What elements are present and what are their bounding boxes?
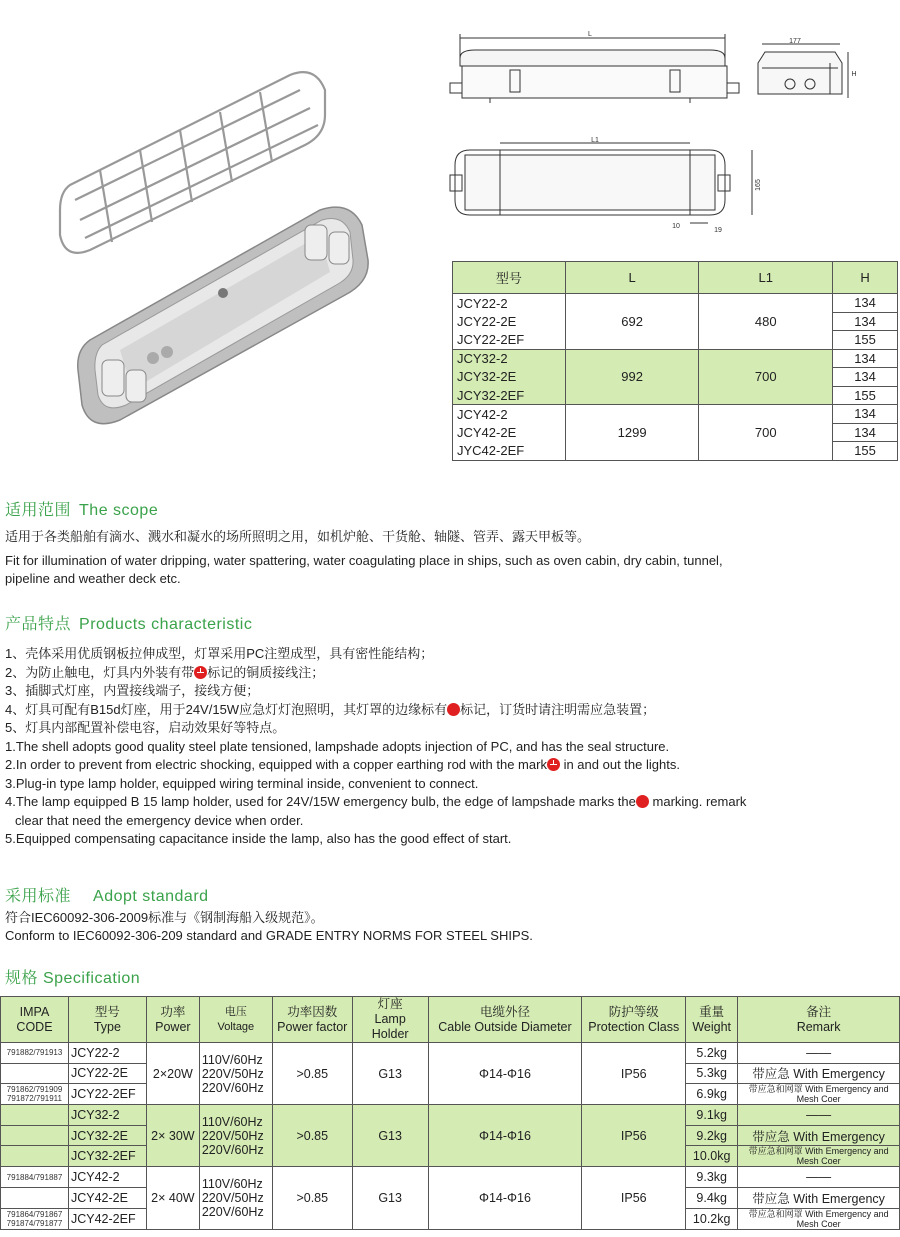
- dim-19-label: 19: [714, 227, 722, 234]
- feature-cn-3: 3、插脚式灯座，内置接线端子，接线方便；: [5, 683, 260, 698]
- spec-model: JCY32-2: [68, 1105, 146, 1126]
- spec-model: JCY42-2: [68, 1167, 146, 1188]
- spec-header-type: 型号 Type: [68, 997, 146, 1043]
- spec-voltage: 110V/60Hz 220V/50Hz 220V/60Hz: [199, 1043, 272, 1105]
- impa-code: [1, 1187, 69, 1208]
- features-title: [5, 611, 252, 634]
- feature-cn-5: 5、灯具内部配置补偿电容，启动效果好等特点。: [5, 720, 286, 735]
- standard-title-cn: 采用标准: [5, 888, 72, 905]
- spec-title: 规格 Specification: [5, 970, 141, 987]
- size-model: JCY22-2E: [453, 312, 566, 331]
- size-header-model: 型号: [453, 262, 566, 294]
- spec-ip: IP56: [582, 1043, 686, 1105]
- feature-en-3: 3.Plug-in type lamp holder, equipped wiring terminal inside, convenient to connect.: [5, 775, 479, 791]
- size-model: JYC42-2EF: [453, 442, 566, 461]
- top-view-drawing: [440, 135, 770, 240]
- feature-cn-2: 2、为防止触电，灯具内外装有带 标记的铜质接线注；: [5, 664, 325, 680]
- spec-ip: IP56: [582, 1105, 686, 1167]
- emergency-mark-icon: [447, 703, 460, 716]
- size-H: 134: [833, 349, 898, 368]
- spec-model: JCY32-2EF: [68, 1146, 146, 1167]
- side-view-drawing: [440, 28, 740, 108]
- product-photo: [40, 20, 390, 430]
- size-H: 134: [833, 405, 898, 424]
- table-row: [453, 405, 898, 424]
- standard-title: [5, 883, 209, 906]
- size-L: 992: [565, 349, 699, 405]
- spec-header-voltage: 电压 Voltage: [199, 997, 272, 1043]
- dim-165-label: 165: [755, 179, 762, 191]
- spec-header-remark: 备注 Remark: [738, 997, 900, 1043]
- size-L: 1299: [565, 405, 699, 461]
- scope-cn: 适用于各类船舶有滴水、溅水和凝水的场所照明之用，如机炉舱、干货舱、轴隧、管弄、露天甲板等。: [5, 529, 591, 544]
- feature-en-2: 2.In order to prevent from electric shocking, equipped with a copper earthing rod with the mark in and out the lights.: [5, 757, 680, 772]
- size-model: JCY32-2: [453, 349, 566, 368]
- earth-mark-icon: [547, 758, 560, 771]
- features-title-en: Products characteristic: [79, 616, 253, 633]
- size-H: 134: [833, 423, 898, 442]
- table-row: [1, 1167, 900, 1188]
- size-header-L1: L1: [699, 262, 833, 294]
- standard-title-en: Adopt standard: [93, 888, 209, 905]
- features-title-cn: 产品特点: [5, 616, 72, 633]
- spec-remark: 带应急 With Emergency: [738, 1063, 900, 1084]
- dim-L1-label: L1: [591, 137, 599, 144]
- feature-cn-4: 4、灯具可配有B15d灯座，用于24V/15W应急灯灯泡照明，其灯罩的边缘标有 标记，订货时请注明需应急装置；: [5, 701, 656, 717]
- impa-code: 791862/791909 791872/791911: [1, 1084, 69, 1105]
- earth-mark-icon: [194, 666, 207, 679]
- dim-L-label: L: [588, 31, 592, 38]
- spec-remark: ——: [738, 1043, 900, 1064]
- spec-header-ip: 防护等级 Protection Class: [582, 997, 686, 1043]
- table-row: [1, 1043, 900, 1064]
- spec-weight: 9.3kg: [686, 1167, 738, 1188]
- size-header-H: H: [833, 262, 898, 294]
- spec-weight: 10.2kg: [686, 1208, 738, 1229]
- spec-weight: 9.2kg: [686, 1125, 738, 1146]
- size-H: 134: [833, 368, 898, 387]
- spec-model: JCY22-2EF: [68, 1084, 146, 1105]
- spec-pf: >0.85: [272, 1105, 352, 1167]
- feature-en-1: 1.The shell adopts good quality steel plate tensioned, lampshade adopts injection of PC, and has the seal structure.: [5, 738, 670, 754]
- feature-en-5: 5.Equipped compensating capacitance inside the lamp, also has the good effect of start.: [5, 831, 512, 846]
- size-model: JCY22-2EF: [453, 331, 566, 350]
- spec-pf: >0.85: [272, 1043, 352, 1105]
- scope-en-1: Fit for illumination of water dripping, water spattering, water coagulating place in ships, such as oven cabin, dry cabin, tunnel,: [5, 553, 723, 568]
- impa-code: [1, 1063, 69, 1084]
- size-model: JCY22-2: [453, 294, 566, 313]
- end-view-drawing: [750, 38, 860, 108]
- spec-pf: >0.85: [272, 1167, 352, 1229]
- scope-title: [5, 497, 158, 520]
- feature-en-4: 4.The lamp equipped B 15 lamp holder, used for 24V/15W emergency bulb, the edge of lampshade marks the marking. remark: [5, 794, 747, 809]
- size-H: 155: [833, 331, 898, 350]
- spec-weight: 9.4kg: [686, 1187, 738, 1208]
- spec-weight: 6.9kg: [686, 1084, 738, 1105]
- spec-cable: Φ14-Φ16: [428, 1105, 582, 1167]
- size-model: JCY42-2: [453, 405, 566, 424]
- spec-header-power: 功率 Power: [146, 997, 199, 1043]
- standard-en: Conform to IEC60092-306-209 standard and GRADE ENTRY NORMS FOR STEEL SHIPS.: [5, 928, 533, 943]
- spec-model: JCY22-2E: [68, 1063, 146, 1084]
- spec-model: JCY42-2EF: [68, 1208, 146, 1229]
- spec-weight: 5.2kg: [686, 1043, 738, 1064]
- spec-header-weight: 重量 Weight: [686, 997, 738, 1043]
- spec-weight: 10.0kg: [686, 1146, 738, 1167]
- spec-remark: 带应急和网罩 With Emergency and Mesh Coer: [738, 1208, 900, 1229]
- dim-10-label: 10: [672, 223, 680, 230]
- spec-remark: 带应急和网罩 With Emergency and Mesh Coer: [738, 1084, 900, 1105]
- impa-code: [1, 1125, 69, 1146]
- spec-model: JCY22-2: [68, 1043, 146, 1064]
- size-H: 134: [833, 294, 898, 313]
- spec-power: 2×20W: [146, 1043, 199, 1105]
- spec-model: JCY32-2E: [68, 1125, 146, 1146]
- size-L: 692: [565, 294, 699, 350]
- feature-cn-1: 1、壳体采用优质钢板拉伸成型，灯罩采用PC注塑成型，具有密性能结构；: [5, 646, 434, 661]
- spec-header-impa: IMPA CODE: [1, 997, 69, 1043]
- spec-cable: Φ14-Φ16: [428, 1043, 582, 1105]
- spec-header-pf: 功率因数 Power factor: [272, 997, 352, 1043]
- size-table: [452, 261, 898, 461]
- table-row: [453, 349, 898, 368]
- spec-holder: G13: [352, 1043, 428, 1105]
- spec-table-header: [1, 997, 900, 1043]
- table-row: [453, 294, 898, 313]
- spec-ip: IP56: [582, 1167, 686, 1229]
- size-model: JCY42-2E: [453, 423, 566, 442]
- size-header-L: L: [565, 262, 699, 294]
- size-L1: 700: [699, 349, 833, 405]
- scope-title-en: The scope: [79, 502, 159, 519]
- impa-code: [1, 1146, 69, 1167]
- size-H: 155: [833, 386, 898, 405]
- spec-weight: 5.3kg: [686, 1063, 738, 1084]
- size-model: JCY32-2E: [453, 368, 566, 387]
- spec-weight: 9.1kg: [686, 1105, 738, 1126]
- scope-en-2: pipeline and weather deck etc.: [5, 571, 181, 586]
- features-text: [5, 645, 746, 849]
- table-row: [1, 1105, 900, 1126]
- spec-voltage: 110V/60Hz 220V/50Hz 220V/60Hz: [199, 1167, 272, 1229]
- scope-text: [5, 528, 723, 588]
- spec-cable: Φ14-Φ16: [428, 1167, 582, 1229]
- impa-code: [1, 1105, 69, 1126]
- spec-holder: G13: [352, 1167, 428, 1229]
- spec-remark: 带应急 With Emergency: [738, 1187, 900, 1208]
- spec-remark: ——: [738, 1167, 900, 1188]
- spec-holder: G13: [352, 1105, 428, 1167]
- size-L1: 700: [699, 405, 833, 461]
- wire-cage-illustration: [60, 72, 325, 253]
- emergency-mark-icon: [636, 795, 649, 808]
- fixture-housing-illustration: [78, 207, 368, 424]
- size-H: 134: [833, 312, 898, 331]
- scope-title-cn: 适用范围: [5, 502, 72, 519]
- spec-table: [0, 996, 900, 1230]
- spec-remark: 带应急 With Emergency: [738, 1125, 900, 1146]
- standard-cn: 符合IEC60092-306-2009标准与《钢制海船入级规范》。: [5, 910, 324, 925]
- dim-H-label: H: [851, 71, 857, 78]
- size-L1: 480: [699, 294, 833, 350]
- impa-code: 791882/791913: [1, 1043, 69, 1064]
- size-model: JCY32-2EF: [453, 386, 566, 405]
- spec-power: 2× 40W: [146, 1167, 199, 1229]
- spec-model: JCY42-2E: [68, 1187, 146, 1208]
- dim-177-label: 177: [789, 38, 801, 45]
- spec-header-cable: 电缆外径 Cable Outside Diameter: [428, 997, 582, 1043]
- standard-text: [5, 909, 533, 945]
- feature-en-4-cont: clear that need the emergency device when order.: [15, 812, 304, 828]
- spec-header-holder: 灯座 Lamp Holder: [352, 997, 428, 1043]
- spec-voltage: 110V/60Hz 220V/50Hz 220V/60Hz: [199, 1105, 272, 1167]
- spec-remark: 带应急和网罩 With Emergency and Mesh Coer: [738, 1146, 900, 1167]
- spec-remark: ——: [738, 1105, 900, 1126]
- size-H: 155: [833, 442, 898, 461]
- size-table-header: [453, 262, 898, 294]
- impa-code: 791864/791867 791874/791877: [1, 1208, 69, 1229]
- impa-code: 791884/791887: [1, 1167, 69, 1188]
- spec-power: 2× 30W: [146, 1105, 199, 1167]
